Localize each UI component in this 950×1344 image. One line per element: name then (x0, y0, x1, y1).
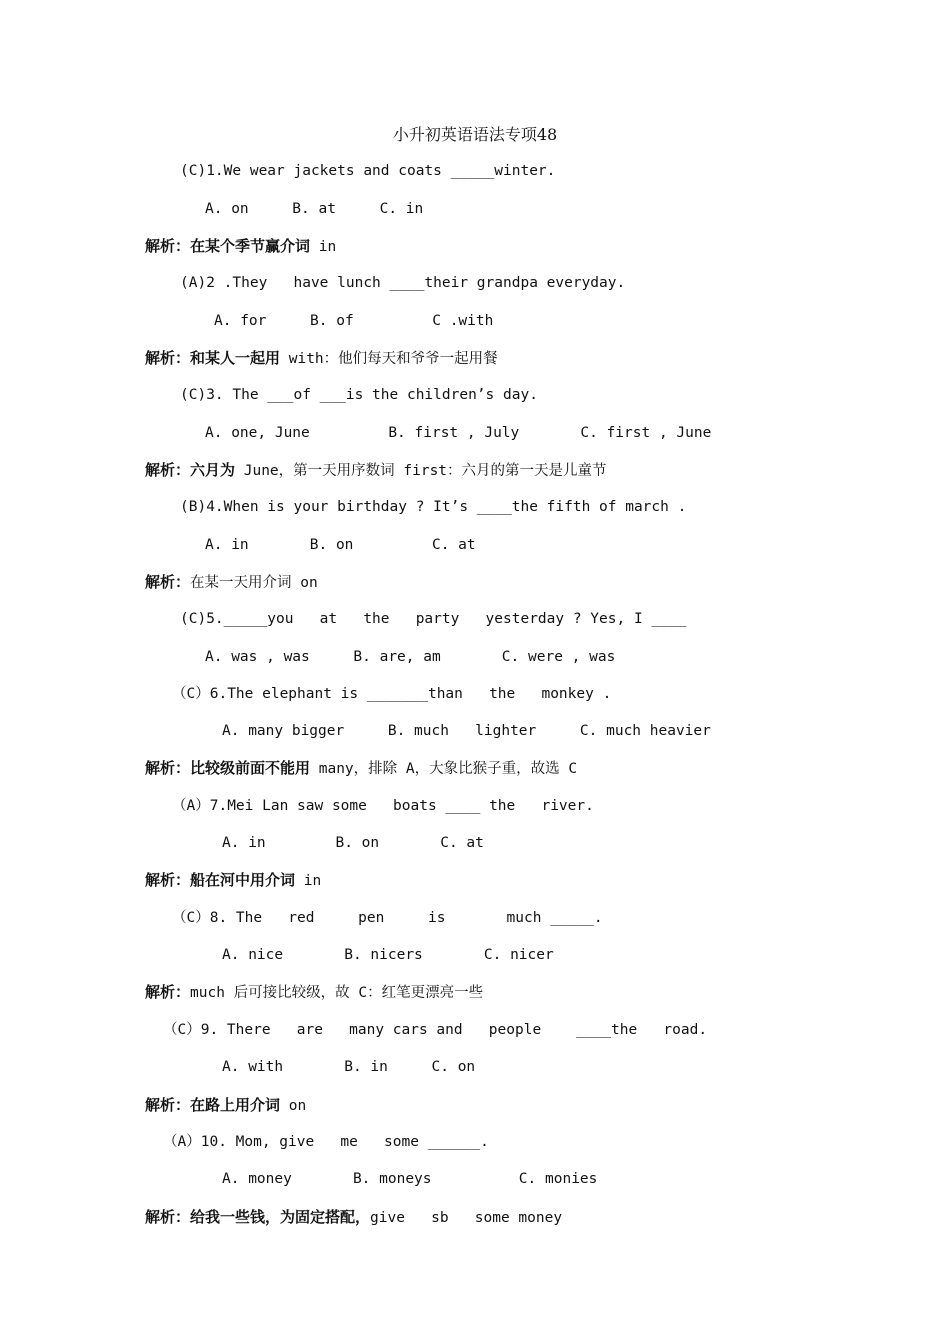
analysis-2-label: 解析：和某人一起用 (145, 349, 281, 367)
question-2: (A)2 .They have lunch ____their grandpa everyday. (180, 275, 626, 291)
analysis-1-label: 解析：在某个季节赢介词 (145, 237, 311, 255)
analysis-9-label: 解析：在路上用介词 (145, 1096, 281, 1114)
analysis-3-label: 解析：六月为 (145, 461, 236, 479)
analysis-9 (145, 1094, 306, 1116)
question-5: (C)5._____you at the party yesterday ? Yes, I ____ (180, 611, 687, 627)
options-10: A. money B. moneys C. monies (222, 1171, 598, 1187)
options-2: A. for B. of C .with (214, 313, 494, 329)
options-9: A. with B. in C. on (222, 1059, 476, 1075)
analysis-4-label: 解析： (145, 573, 191, 591)
analysis-9-text: on (280, 1098, 307, 1114)
options-8: A. nice B. nicers C. nicer (222, 947, 554, 963)
analysis-7-text: in (295, 873, 322, 889)
analysis-3 (145, 459, 607, 481)
analysis-7 (145, 869, 321, 891)
analysis-10 (145, 1206, 562, 1228)
analysis-4-text: 在某一天用介词 on (190, 575, 318, 591)
question-6: （C）6.The elephant is _______than the monkey . (172, 686, 612, 702)
page-title: 小升初英语语法专项48 (392, 125, 558, 144)
analysis-10-text: give sb some money (370, 1210, 563, 1226)
analysis-8-text: much 后可接比较级，故 C：红笔更漂亮一些 (190, 985, 484, 1001)
analysis-2-text: with：他们每天和爷爷一起用餐 (280, 351, 498, 367)
options-7: A. in B. on C. at (222, 835, 484, 851)
analysis-3-text: June，第一天用序数词 first：六月的第一天是儿童节 (235, 463, 607, 479)
analysis-2 (145, 347, 498, 369)
analysis-8 (145, 981, 483, 1003)
question-9: （C）9. There are many cars and people ____the road. (163, 1022, 708, 1038)
question-1: (C)1.We wear jackets and coats _____winter. (180, 163, 556, 179)
options-1: A. on B. at C. in (205, 201, 424, 217)
options-5: A. was , was B. are, am C. were , was (205, 649, 616, 665)
question-8: （C）8. The red pen is much _____. (172, 910, 603, 926)
analysis-6-text: many，排除 A，大象比猴子重，故选 C (310, 761, 578, 777)
analysis-6 (145, 757, 577, 779)
analysis-1-text: in (310, 239, 337, 255)
options-6: A. many bigger B. much lighter C. much heavier (222, 723, 711, 739)
options-4: A. in B. on C. at (205, 537, 476, 553)
options-3: A. one, June B. first , July C. first , June (205, 425, 712, 441)
question-10: （A）10. Mom, give me some ______. (163, 1134, 489, 1150)
question-3: (C)3. The ___of ___is the children’s day. (180, 387, 538, 403)
question-7: （A）7.Mei Lan saw some boats ____ the river. (172, 798, 594, 814)
analysis-6-label: 解析：比较级前面不能用 (145, 759, 311, 777)
analysis-10-label: 解析：给我一些钱，为固定搭配， (145, 1208, 371, 1226)
question-4: (B)4.When is your birthday ? It’s ____the fifth of march . (180, 499, 687, 515)
analysis-7-label: 解析：船在河中用介词 (145, 871, 296, 889)
analysis-1 (145, 235, 336, 257)
analysis-8-label: 解析： (145, 983, 191, 1001)
analysis-4 (145, 571, 318, 593)
